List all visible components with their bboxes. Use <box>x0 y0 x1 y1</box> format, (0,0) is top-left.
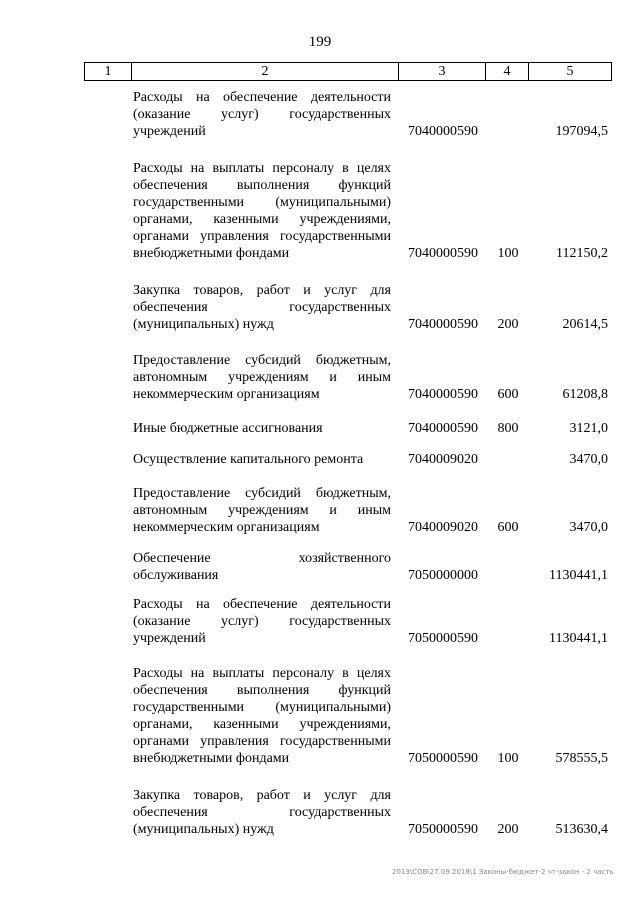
row-kind: 200 <box>497 822 519 837</box>
table-row <box>0 479 640 536</box>
column-header-2: 2 <box>132 63 399 81</box>
table-row <box>0 153 640 262</box>
row-description: Обеспечение хозяйственного обслуживания <box>133 551 391 583</box>
table-row <box>0 593 640 647</box>
row-kind: 600 <box>497 387 519 402</box>
row-code: 7040000590 <box>408 317 478 332</box>
table-row <box>0 83 640 140</box>
column-header-1: 1 <box>85 63 132 81</box>
row-code: 7040000590 <box>408 246 478 261</box>
row-amount: 1130441,1 <box>549 631 608 646</box>
table-row <box>0 782 640 838</box>
row-description: Расходы на обеспечение деятельности (оказание услуг) государственных учреждений <box>133 90 391 139</box>
row-amount: 3470,0 <box>569 520 608 535</box>
row-kind: 100 <box>497 246 519 261</box>
column-header-table <box>84 62 612 81</box>
row-code: 7050000590 <box>408 751 478 766</box>
row-amount: 1130441,1 <box>549 568 608 583</box>
row-description: Закупка товаров, работ и услуг для обеспечения государственных (муниципальных) нужд <box>133 788 391 837</box>
row-kind: 200 <box>497 317 519 332</box>
row-description: Расходы на выплаты персоналу в целях обеспечения выполнения функций государственными (муниципальными) органами, казенными учреждениями, органами управления государственными внебюджетными фондами <box>133 666 391 766</box>
row-amount: 578555,5 <box>555 751 608 766</box>
row-kind: 800 <box>497 421 519 436</box>
table-row <box>0 418 640 437</box>
row-code: 7050000000 <box>408 568 478 583</box>
row-description: Расходы на обеспечение деятельности (оказание услуг) государственных учреждений <box>133 597 391 646</box>
row-description: Расходы на выплаты персоналу в целях обеспечения выполнения функций государственными (муниципальными) органами, казенными учреждениями, органами управления государственными внебюджетными фондами <box>133 161 391 261</box>
row-kind: 100 <box>497 751 519 766</box>
column-header-5: 5 <box>529 63 612 81</box>
row-kind: 600 <box>497 520 519 535</box>
page-number: 199 <box>308 34 332 50</box>
row-description: Иные бюджетные ассигнования <box>133 421 323 436</box>
footer-file-path: 2013\СОВ\27.09.2018\1 Законы-бюджет-2 чт-закон - 2 часть <box>392 868 614 876</box>
column-header-row <box>85 63 612 81</box>
row-description: Осуществление капитального ремонта <box>133 452 364 467</box>
row-code: 7050000590 <box>408 822 478 837</box>
row-description: Закупка товаров, работ и услуг для обеспечения государственных (муниципальных) нужд <box>133 283 391 332</box>
row-amount: 3121,0 <box>569 421 608 436</box>
row-code: 7040000590 <box>408 387 478 402</box>
row-code: 7040009020 <box>408 520 478 535</box>
row-code: 7040000590 <box>408 124 478 139</box>
row-amount: 112150,2 <box>556 246 608 261</box>
row-code: 7050000590 <box>408 631 478 646</box>
row-amount: 61208,8 <box>562 387 608 402</box>
table-row <box>0 546 640 584</box>
table-row <box>0 660 640 767</box>
row-code: 7040009020 <box>408 452 478 467</box>
row-amount: 197094,5 <box>555 124 608 139</box>
row-description: Предоставление субсидий бюджетным, автономным учреждениям и иным некоммерческим организациям <box>133 353 391 402</box>
table-row <box>0 346 640 403</box>
table-row <box>0 276 640 333</box>
column-header-4: 4 <box>486 63 529 81</box>
row-amount: 20614,5 <box>562 317 608 332</box>
row-code: 7040000590 <box>408 421 478 436</box>
row-amount: 513630,4 <box>555 822 608 837</box>
column-header-3: 3 <box>399 63 486 81</box>
row-amount: 3470,0 <box>569 452 608 467</box>
row-description: Предоставление субсидий бюджетным, автономным учреждениям и иным некоммерческим организациям <box>133 486 391 535</box>
table-row <box>0 449 640 468</box>
